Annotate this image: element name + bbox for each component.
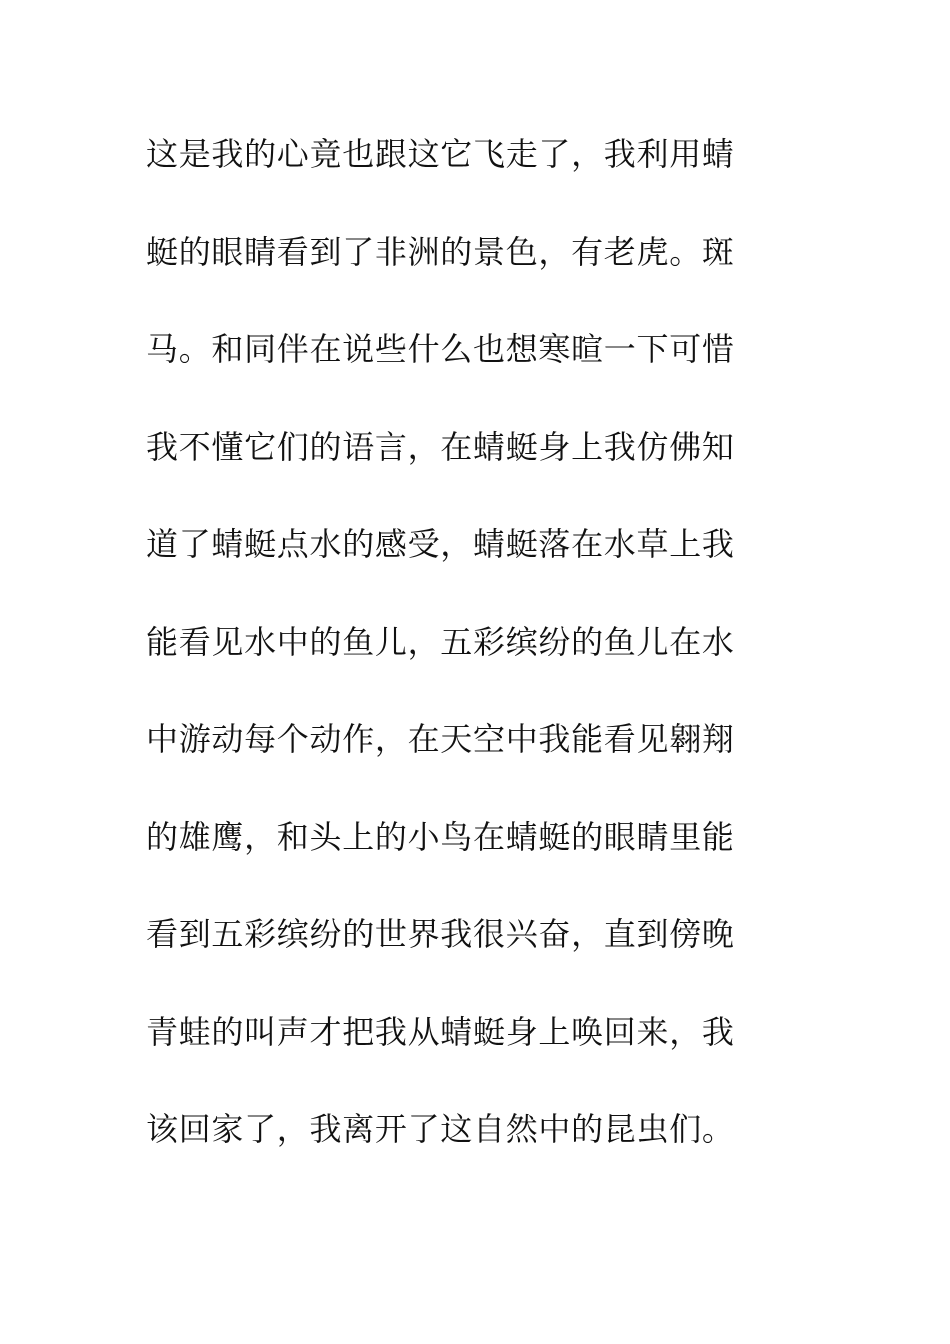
text-line: 中游动每个动作，在天空中我能看见翱翔	[146, 720, 735, 758]
text-line: 能看见水中的鱼儿，五彩缤纷的鱼儿在水	[146, 622, 735, 661]
text-line: 这是我的心竟也跟这它飞走了，我利用蜻	[146, 135, 735, 173]
text-line: 道了蜻蜓点水的感受，蜻蜓落在水草上我	[146, 525, 735, 563]
essay-paragraph	[146, 126, 826, 1199]
text-line: 该回家了，我离开了这自然中的昆虫们。	[146, 1110, 735, 1148]
text-line: 青蛙的叫声才把我从蜻蜓身上唤回来，我	[146, 1012, 735, 1051]
text-line: 蜓的眼睛看到了非洲的景色，有老虎。斑	[146, 232, 735, 271]
text-line: 我不懂它们的语言，在蜻蜓身上我仿佛知	[146, 427, 735, 466]
text-line: 马。和同伴在说些什么也想寒暄一下可惜	[146, 330, 735, 368]
text-line: 看到五彩缤纷的世界我很兴奋，直到傍晚	[146, 915, 735, 953]
text-line: 的雄鹰，和头上的小鸟在蜻蜓的眼睛里能	[146, 817, 735, 856]
